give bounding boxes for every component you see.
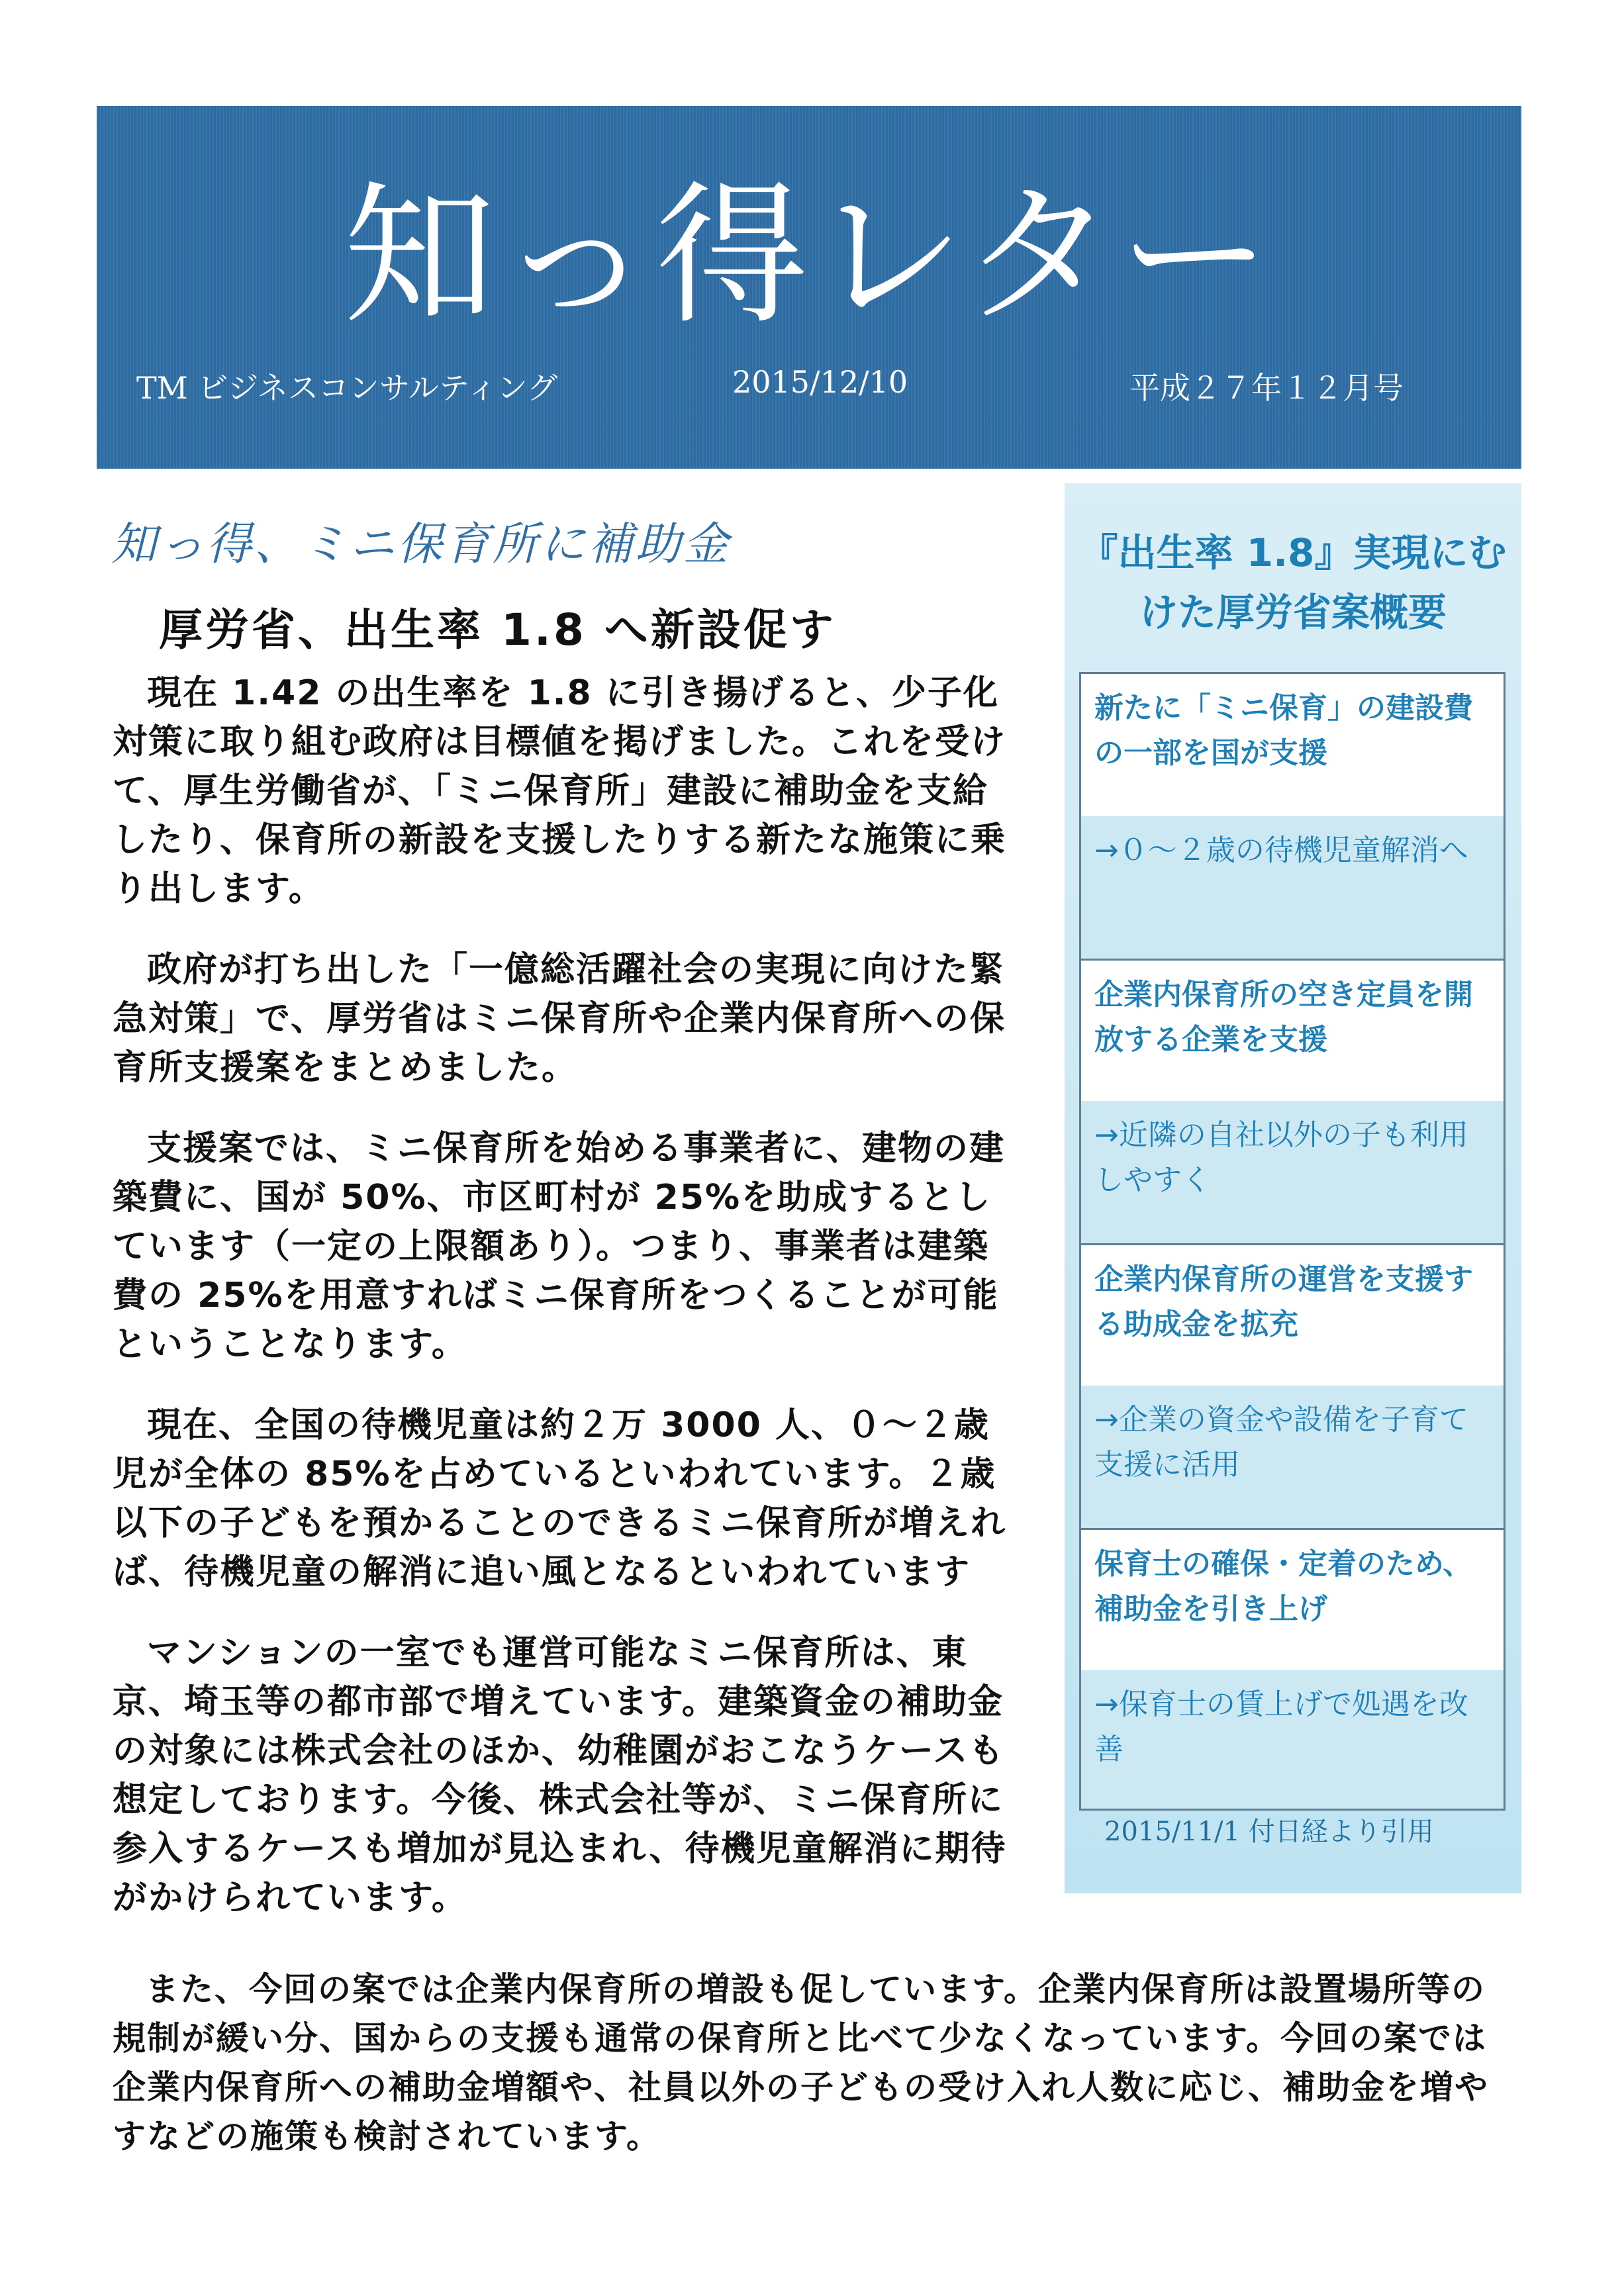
paragraph-5: マンションの一室でも運営可能なミニ保育所は、東京、埼玉等の都市部で増えています。建築資金の補助金の対象には株式会社のほか、幼稚園がおこなうケースも想定しております。今後、株式会社等が、ミニ保育所に参入するケースも増加が見込まれ、待機児童解消に期待がかけられています。 [113,1633,1007,1918]
result-2: →近隣の自社以外の子も利用しやすく [1081,1101,1504,1243]
header-banner [97,106,1521,469]
paragraph-2: 政府が打ち出した「一億総活躍社会の実現に向けた緊急対策」で、厚労省はミニ保育所や企業内保育所への保育所支援案をまとめました。 [113,950,1006,1088]
article-closing [113,1965,1516,2161]
measure-2: 企業内保育所の空き定員を開放する企業を支援 [1081,959,1504,1101]
company-name: TM ビジネスコンサルティング [136,370,558,406]
article-body [113,669,1013,1954]
measure-1: 新たに「ミニ保育」の建設費の一部を国が支援 [1081,674,1504,816]
newsletter-title: 知っ得レター [343,168,1275,345]
issue-number: 平成２７年１２月号 [1129,370,1404,406]
paragraph-closing: また、今回の案では企業内保育所の増設も促しています。企業内保育所は設置場所等の規制が緩い分、国からの支援も通常の保育所と比べて少なくなっています。今回の案では企業内保育所への補助金増額や、社員以外の子どもの受け入れ人数に応じ、補助金を増やすなどの施策も検討されています。 [113,1970,1489,2156]
paragraph-3: 支援案では、ミニ保育所を始める事業者に、建物の建築費に、国が 50%、市区町村が 25%を助成するとしています（一定の上限額あり）。つまり、事業者は建築費の 25%を用意すればミニ保育所をつくることが可能ということなります。 [113,1129,1006,1364]
measure-3: 企業内保育所の運営を支援する助成金を拡充 [1081,1243,1504,1386]
result-3: →企業の資金や設備を子育て支援に活用 [1081,1386,1504,1528]
paragraph-4: 現在、全国の待機児童は約２万 3000 人、０～２歳児が全体の 85%を占めているといわれています。２歳以下の子どもを預かることのできるミニ保育所が増えれば、待機児童の解消に追い風となるといわれています [113,1405,1007,1592]
summary-table [1079,672,1505,1811]
result-1: →０～２歳の待機児童解消へ [1081,816,1504,959]
issue-date: 2015/12/10 [732,364,908,400]
article-subtitle: 厚労省、出生率 1.8 へ新設促す [159,604,836,655]
result-4: →保育士の賃上げで処遇を改善 [1081,1670,1504,1809]
summary-sidebar [1065,483,1521,1893]
source-note: 2015/11/1 付日経より引用 [1104,1817,1434,1847]
measure-4: 保育士の確保・定着のため、補助金を引き上げ [1081,1528,1504,1670]
article-kicker: 知っ得、ミニ保育所に補助金 [111,518,732,571]
sidebar-title: 『出生率 1.8』実現にむけた厚労省案概要 [1079,530,1507,635]
paragraph-1: 現在 1.42 の出生率を 1.8 に引き揚げると、少子化対策に取り組む政府は目標値を掲げました。これを受けて、厚生労働省が、「ミニ保育所」建設に補助金を支給したり、保育所の新設を支援したりする新たな施策に乗り出します。 [113,673,1007,909]
